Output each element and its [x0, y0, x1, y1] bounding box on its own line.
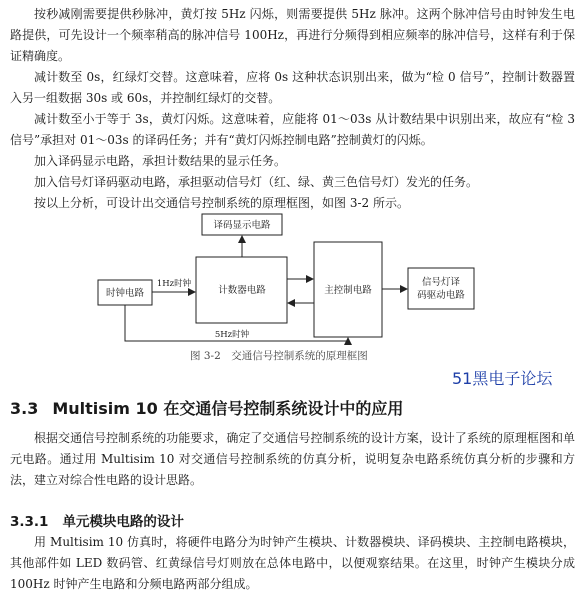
signal-driver-box	[408, 268, 474, 309]
section-paragraph: 根据交通信号控制系统的功能要求，确定了交通信号控制系统的设计方案，设计了系统的原理框图和单元电路。通过用 Multisim 10 对交通信号控制系统的仿真分析，说明复杂电路系统仿真分析的步骤和方法，建立对综合性电路的设计思路。	[10, 431, 575, 487]
intro-paragraph-3: 减计数至小于等于 3s，黄灯闪烁。这意味着，应能将 01～03s 从计数结果中识别出来，故应有“检 3 信号”承担对 01～03s 的译码任务；并有“黄灯闪烁控制电路”控制黄灯的闪烁。	[10, 112, 575, 147]
decoder-display-label: 译码显示电路	[213, 220, 271, 231]
subsection-title: 单元模块电路的设计	[62, 514, 184, 530]
controller-label: 主控制电路	[324, 285, 372, 296]
section-heading	[10, 396, 403, 419]
clock-label: 时钟电路	[105, 288, 145, 299]
intro-paragraph-6: 按以上分析，可设计出交通信号控制系统的原理框图，如图 3-2 所示。	[34, 196, 409, 210]
5hz-clock-label: 5Hz时钟	[214, 330, 250, 340]
section-number: 3.3	[10, 399, 39, 418]
subsection-number: 3.3.1	[10, 514, 49, 530]
intro-paragraph-2: 减计数至 0s，红绿灯交替。这意味着，应将 0s 这种状态识别出来，做为“检 0 信号”，控制计数器置入另一组数据 30s 或 60s，并控制红绿灯的交替。	[10, 70, 575, 105]
counter-label: 计数器电路	[218, 285, 266, 296]
section-title: Multisim 10 在交通信号控制系统设计中的应用	[52, 399, 404, 418]
figure-caption: 图 3-2 交通信号控制系统的原理框图	[190, 350, 368, 362]
1hz-clock-label: 1Hz时钟	[156, 279, 192, 289]
forum-watermark: 51黑电子论坛	[452, 369, 553, 388]
subsection-heading	[10, 510, 184, 530]
signal-driver-label-1: 信号灯译	[421, 277, 461, 288]
intro-paragraph-5: 加入信号灯译码驱动电路，承担驱动信号灯（红、绿、黄三色信号灯）发光的任务。	[34, 175, 479, 189]
intro-paragraph-4: 加入译码显示电路，承担计数结果的显示任务。	[34, 154, 287, 168]
intro-paragraph-1: 按秒减刚需要提供秒脉冲，黄灯按 5Hz 闪烁，则需要提供 5Hz 脉冲。这两个脉冲信号由时钟发生电路提供，可先设计一个频率稍高的脉冲信号 100Hz，再进行分频得到相应频率的脉冲信号，这样有利于保证精确度。	[10, 7, 575, 63]
signal-driver-label-2: 码驱动电路	[417, 290, 465, 301]
subsection-paragraph: 用 Multisim 10 仿真时，将硬件电路分为时钟产生模块、计数器模块、译码模块、主控制电路模块，其他部件如 LED 数码管、红黄绿信号灯则放在总体电路中，以便观察结果。在这里，时钟产生模块分成 100Hz 时钟产生电路和分频电路两部分组成。	[10, 535, 575, 591]
